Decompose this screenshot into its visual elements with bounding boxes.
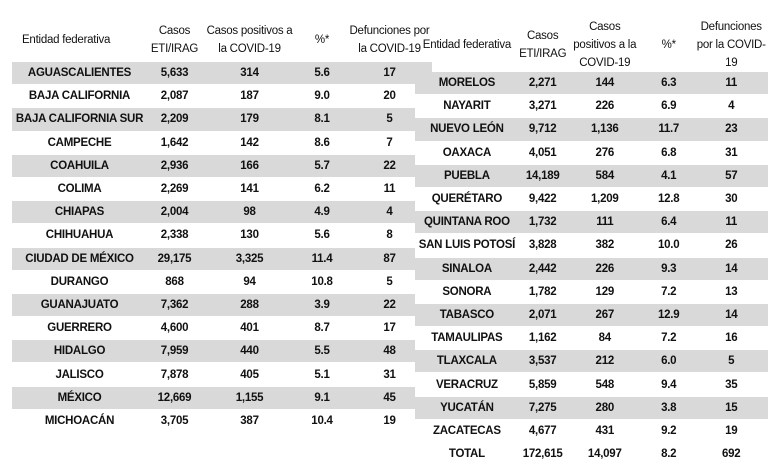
total-casos: 172,615: [519, 443, 567, 465]
cell-positivos: 98: [202, 201, 297, 224]
header-entidad: Entidad federativa: [415, 18, 519, 72]
table-row: [415, 419, 768, 442]
cell-defunciones: 57: [694, 164, 768, 187]
table-row: [12, 154, 432, 177]
cell-casos: 3,705: [147, 409, 202, 432]
header-casos: Casos ETI/IRAG: [519, 18, 567, 72]
table-row: [12, 340, 432, 363]
cell-entidad: COLIMA: [12, 177, 147, 200]
cell-positivos: 166: [202, 154, 297, 177]
cell-positivos: 1,155: [202, 386, 297, 409]
cell-defunciones: 11: [694, 72, 768, 95]
cell-casos: 3,537: [519, 350, 567, 373]
cell-defunciones: 11: [694, 211, 768, 234]
cell-positivos: 226: [567, 257, 643, 280]
cell-entidad: CHIAPAS: [12, 201, 147, 224]
cell-defunciones: 8: [347, 224, 432, 247]
cell-entidad: QUINTANA ROO: [415, 211, 519, 234]
header-defunciones: Defunciones por la COVID-19: [694, 18, 768, 72]
cell-positivos: 142: [202, 131, 297, 154]
cell-positivos: 84: [567, 327, 643, 350]
cell-entidad: BAJA CALIFORNIA: [12, 85, 147, 108]
cell-casos: 3,828: [519, 234, 567, 257]
table-row: [12, 270, 432, 293]
cell-casos: 7,362: [147, 293, 202, 316]
cell-defunciones: 30: [694, 187, 768, 210]
left-table: [12, 18, 432, 433]
cell-pct: 5.5: [297, 340, 347, 363]
header-pct: %*: [643, 18, 694, 72]
header-positivos: Casos positivos a la COVID-19: [202, 18, 297, 62]
header-positivos: Casos positivos a la COVID-19: [567, 18, 643, 72]
table-row: [12, 293, 432, 316]
cell-casos: 9,422: [519, 187, 567, 210]
cell-defunciones: 7: [347, 131, 432, 154]
cell-pct: 9.4: [643, 373, 694, 396]
cell-casos: 2,209: [147, 108, 202, 131]
cell-pct: 4.1: [643, 164, 694, 187]
cell-entidad: NUEVO LEÓN: [415, 118, 519, 141]
table-row: [415, 350, 768, 373]
table-row: [12, 177, 432, 200]
cell-entidad: MORELOS: [415, 72, 519, 95]
cell-pct: 8.1: [297, 108, 347, 131]
cell-defunciones: 13: [694, 280, 768, 303]
cell-casos: 4,600: [147, 317, 202, 340]
right-table: [415, 18, 768, 465]
table-row: [415, 187, 768, 210]
cell-entidad: YUCATÁN: [415, 396, 519, 419]
total-positivos: 14,097: [567, 443, 643, 465]
cell-positivos: 1,209: [567, 187, 643, 210]
table-row: [415, 280, 768, 303]
cell-casos: 5,633: [147, 62, 202, 85]
cell-positivos: 141: [202, 177, 297, 200]
cell-positivos: 94: [202, 270, 297, 293]
cell-defunciones: 87: [347, 247, 432, 270]
cell-casos: 2,087: [147, 85, 202, 108]
cell-defunciones: 11: [347, 177, 432, 200]
cell-casos: 1,642: [147, 131, 202, 154]
cell-casos: 7,959: [147, 340, 202, 363]
cell-casos: 9,712: [519, 118, 567, 141]
cell-pct: 5.6: [297, 62, 347, 85]
cell-casos: 2,338: [147, 224, 202, 247]
cell-defunciones: 4: [694, 95, 768, 118]
cell-casos: 12,669: [147, 386, 202, 409]
cell-pct: 12.8: [643, 187, 694, 210]
cell-defunciones: 22: [347, 293, 432, 316]
header-entidad: Entidad federativa: [12, 18, 147, 62]
cell-defunciones: 16: [694, 327, 768, 350]
cell-entidad: JALISCO: [12, 363, 147, 386]
cell-positivos: 314: [202, 62, 297, 85]
cell-casos: 1,162: [519, 327, 567, 350]
header-casos: Casos ETI/IRAG: [147, 18, 202, 62]
table-row: [415, 373, 768, 396]
cell-entidad: ZACATECAS: [415, 419, 519, 442]
cell-pct: 4.9: [297, 201, 347, 224]
cell-entidad: COAHUILA: [12, 154, 147, 177]
cell-positivos: 212: [567, 350, 643, 373]
cell-defunciones: 19: [347, 409, 432, 432]
cell-defunciones: 14: [694, 303, 768, 326]
cell-pct: 9.0: [297, 85, 347, 108]
cell-positivos: 144: [567, 72, 643, 95]
cell-entidad: QUERÉTARO: [415, 187, 519, 210]
table-row: [12, 247, 432, 270]
cell-defunciones: 31: [694, 141, 768, 164]
table-row: [12, 108, 432, 131]
table-row: [415, 327, 768, 350]
cell-entidad: TLAXCALA: [415, 350, 519, 373]
cell-casos: 1,732: [519, 211, 567, 234]
cell-positivos: 179: [202, 108, 297, 131]
cell-entidad: CHIHUAHUA: [12, 224, 147, 247]
table-row: [415, 396, 768, 419]
cell-positivos: 111: [567, 211, 643, 234]
cell-defunciones: 5: [694, 350, 768, 373]
table-row: [12, 363, 432, 386]
cell-entidad: TABASCO: [415, 303, 519, 326]
cell-entidad: GUANAJUATO: [12, 293, 147, 316]
cell-defunciones: 15: [694, 396, 768, 419]
cell-pct: 5.1: [297, 363, 347, 386]
cell-pct: 11.4: [297, 247, 347, 270]
right-header-row: [415, 18, 768, 72]
cell-defunciones: 20: [347, 85, 432, 108]
cell-positivos: 1,136: [567, 118, 643, 141]
cell-entidad: SONORA: [415, 280, 519, 303]
table-row: [415, 234, 768, 257]
table-row: [12, 131, 432, 154]
cell-entidad: DURANGO: [12, 270, 147, 293]
cell-defunciones: 5: [347, 108, 432, 131]
table-row: [12, 224, 432, 247]
cell-casos: 7,878: [147, 363, 202, 386]
cell-entidad: SAN LUIS POTOSÍ: [415, 234, 519, 257]
table-row: [12, 317, 432, 340]
cell-positivos: 401: [202, 317, 297, 340]
cell-casos: 14,189: [519, 164, 567, 187]
cell-pct: 7.2: [643, 327, 694, 350]
table-row: [415, 164, 768, 187]
total-label: TOTAL: [415, 443, 519, 465]
cell-casos: 3,271: [519, 95, 567, 118]
cell-entidad: TAMAULIPAS: [415, 327, 519, 350]
cell-positivos: 440: [202, 340, 297, 363]
table-row: [415, 141, 768, 164]
cell-pct: 6.9: [643, 95, 694, 118]
cell-pct: 11.7: [643, 118, 694, 141]
cell-pct: 7.2: [643, 280, 694, 303]
cell-defunciones: 45: [347, 386, 432, 409]
cell-defunciones: 4: [347, 201, 432, 224]
cell-defunciones: 22: [347, 154, 432, 177]
cell-entidad: VERACRUZ: [415, 373, 519, 396]
cell-casos: 2,071: [519, 303, 567, 326]
table-row: [415, 95, 768, 118]
cell-positivos: 382: [567, 234, 643, 257]
cell-casos: 29,175: [147, 247, 202, 270]
table-row: [415, 257, 768, 280]
table-row: [12, 386, 432, 409]
cell-positivos: 187: [202, 85, 297, 108]
cell-entidad: AGUASCALIENTES: [12, 62, 147, 85]
cell-pct: 8.6: [297, 131, 347, 154]
cell-pct: 8.7: [297, 317, 347, 340]
total-defunciones: 692: [694, 443, 768, 465]
cell-pct: 6.3: [643, 72, 694, 95]
cell-positivos: 276: [567, 141, 643, 164]
left-header-row: [12, 18, 432, 62]
cell-casos: 1,782: [519, 280, 567, 303]
header-pct: %*: [297, 18, 347, 62]
cell-casos: 868: [147, 270, 202, 293]
cell-entidad: HIDALGO: [12, 340, 147, 363]
cell-casos: 2,936: [147, 154, 202, 177]
cell-defunciones: 31: [347, 363, 432, 386]
cell-entidad: CIUDAD DE MÉXICO: [12, 247, 147, 270]
cell-entidad: GUERRERO: [12, 317, 147, 340]
table-row: [415, 211, 768, 234]
cell-casos: 2,004: [147, 201, 202, 224]
table-row: [415, 118, 768, 141]
cell-pct: 3.9: [297, 293, 347, 316]
cell-pct: 6.4: [643, 211, 694, 234]
cell-pct: 5.6: [297, 224, 347, 247]
cell-casos: 2,271: [519, 72, 567, 95]
cell-entidad: MICHOACÁN: [12, 409, 147, 432]
cell-positivos: 267: [567, 303, 643, 326]
cell-positivos: 584: [567, 164, 643, 187]
cell-entidad: PUEBLA: [415, 164, 519, 187]
cell-pct: 9.1: [297, 386, 347, 409]
cell-casos: 4,051: [519, 141, 567, 164]
cell-positivos: 280: [567, 396, 643, 419]
cell-casos: 5,859: [519, 373, 567, 396]
cell-defunciones: 19: [694, 419, 768, 442]
cell-positivos: 288: [202, 293, 297, 316]
table-row: [12, 85, 432, 108]
cell-pct: 9.2: [643, 419, 694, 442]
cell-pct: 5.7: [297, 154, 347, 177]
cell-defunciones: 48: [347, 340, 432, 363]
cell-pct: 12.9: [643, 303, 694, 326]
table-row: [12, 409, 432, 432]
cell-positivos: 548: [567, 373, 643, 396]
cell-pct: 10.4: [297, 409, 347, 432]
cell-positivos: 226: [567, 95, 643, 118]
table-row: [12, 62, 432, 85]
cell-pct: 6.2: [297, 177, 347, 200]
total-pct: 8.2: [643, 443, 694, 465]
cell-pct: 9.3: [643, 257, 694, 280]
right-table-body: [415, 72, 768, 443]
cell-entidad: OAXACA: [415, 141, 519, 164]
table-row: [415, 72, 768, 95]
cell-pct: 10.0: [643, 234, 694, 257]
cell-positivos: 129: [567, 280, 643, 303]
cell-casos: 2,269: [147, 177, 202, 200]
cell-casos: 2,442: [519, 257, 567, 280]
table-row: [415, 303, 768, 326]
cell-entidad: BAJA CALIFORNIA SUR: [12, 108, 147, 131]
header-defunciones: Defunciones por la COVID-19: [347, 18, 432, 62]
cell-entidad: SINALOA: [415, 257, 519, 280]
cell-casos: 7,275: [519, 396, 567, 419]
cell-defunciones: 26: [694, 234, 768, 257]
cell-defunciones: 35: [694, 373, 768, 396]
cell-defunciones: 5: [347, 270, 432, 293]
cell-defunciones: 23: [694, 118, 768, 141]
cell-defunciones: 17: [347, 62, 432, 85]
cell-pct: 6.0: [643, 350, 694, 373]
cell-positivos: 405: [202, 363, 297, 386]
cell-defunciones: 17: [347, 317, 432, 340]
cell-pct: 6.8: [643, 141, 694, 164]
cell-casos: 4,677: [519, 419, 567, 442]
cell-positivos: 130: [202, 224, 297, 247]
table-row: [12, 201, 432, 224]
left-table-body: [12, 62, 432, 433]
cell-positivos: 3,325: [202, 247, 297, 270]
cell-entidad: MÉXICO: [12, 386, 147, 409]
cell-defunciones: 14: [694, 257, 768, 280]
cell-positivos: 387: [202, 409, 297, 432]
cell-positivos: 431: [567, 419, 643, 442]
cell-pct: 3.8: [643, 396, 694, 419]
cell-pct: 10.8: [297, 270, 347, 293]
cell-entidad: CAMPECHE: [12, 131, 147, 154]
cell-entidad: NAYARIT: [415, 95, 519, 118]
